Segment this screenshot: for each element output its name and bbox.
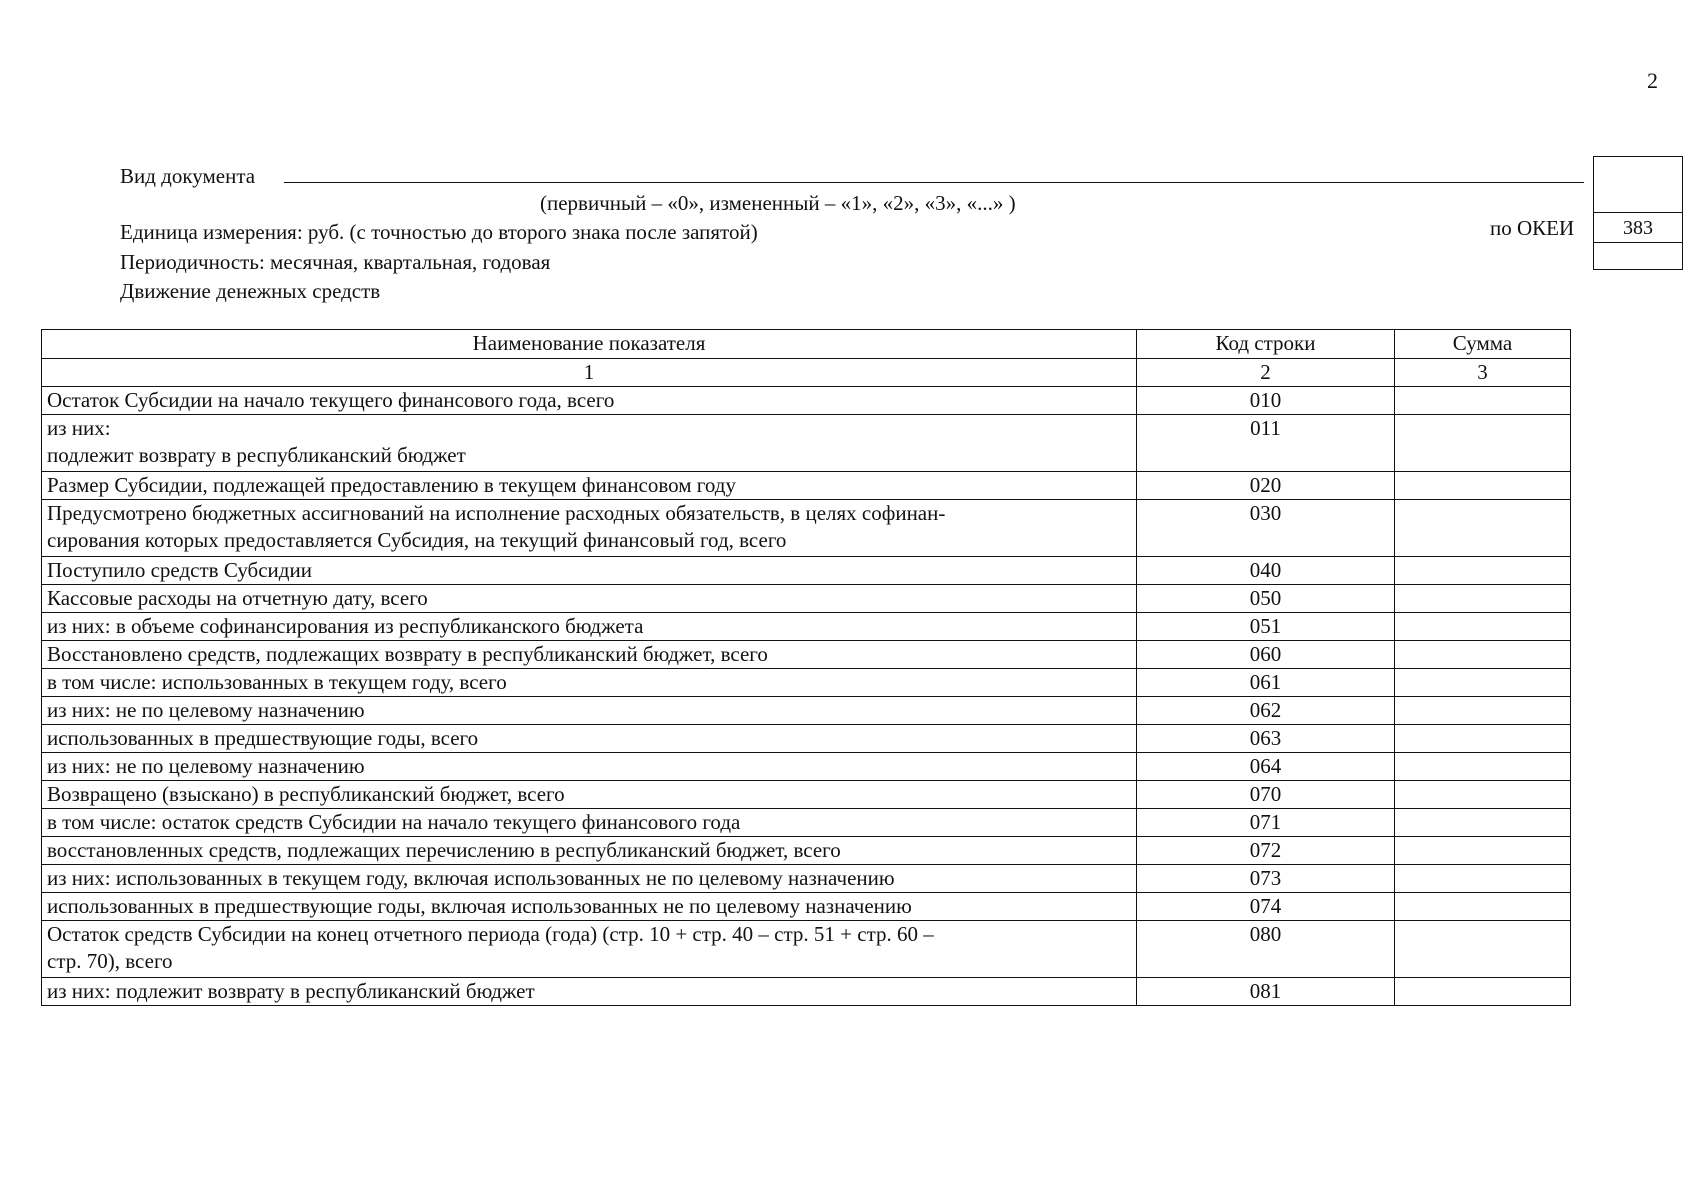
header-row bbox=[42, 330, 1571, 359]
row-code: 074 bbox=[1137, 893, 1395, 921]
periodicity: Периодичность: месячная, квартальная, годовая bbox=[120, 250, 551, 274]
indicator-name: восстановленных средств, подлежащих перечислению в республиканский бюджет, всего bbox=[42, 837, 1137, 865]
doc-type-hint: (первичный – «0», измененный – «1», «2», «3», «...» ) bbox=[540, 191, 1016, 215]
doc-type-label: Вид документа bbox=[120, 164, 256, 188]
doc-type-code-cell[interactable] bbox=[1594, 157, 1682, 213]
column-number: 2 bbox=[1137, 359, 1395, 387]
sum-cell[interactable] bbox=[1395, 725, 1571, 753]
sum-cell[interactable] bbox=[1395, 557, 1571, 585]
indicator-name: Кассовые расходы на отчетную дату, всего bbox=[42, 585, 1137, 613]
sum-cell[interactable] bbox=[1395, 809, 1571, 837]
row-code: 064 bbox=[1137, 753, 1395, 781]
unit-of-measure: Единица измерения: руб. (с точностью до второго знака после запятой) bbox=[120, 220, 758, 244]
row-code: 060 bbox=[1137, 641, 1395, 669]
row-code: 070 bbox=[1137, 781, 1395, 809]
table-row bbox=[42, 725, 1571, 753]
indicator-name: из них: не по целевому назначению bbox=[42, 753, 1137, 781]
indicator-name: в том числе: остаток средств Субсидии на начало текущего финансового года bbox=[42, 809, 1137, 837]
row-code: 062 bbox=[1137, 697, 1395, 725]
table-row bbox=[42, 921, 1571, 978]
indicator-name: использованных в предшествующие годы, всего bbox=[42, 725, 1137, 753]
column-number: 3 bbox=[1395, 359, 1571, 387]
row-code: 073 bbox=[1137, 865, 1395, 893]
table-row bbox=[42, 472, 1571, 500]
sum-cell[interactable] bbox=[1395, 641, 1571, 669]
okei-label: по ОКЕИ bbox=[1490, 216, 1575, 240]
indicator-name: из них: подлежит возврату в республиканский бюджет bbox=[42, 978, 1137, 1006]
indicator-name: из них: использованных в текущем году, включая использованных не по целевому назначению bbox=[42, 865, 1137, 893]
column-number-row bbox=[42, 359, 1571, 387]
table-row bbox=[42, 387, 1571, 415]
table-row bbox=[42, 697, 1571, 725]
sum-cell[interactable] bbox=[1395, 921, 1571, 978]
sum-cell[interactable] bbox=[1395, 387, 1571, 415]
sum-cell[interactable] bbox=[1395, 893, 1571, 921]
sum-cell[interactable] bbox=[1395, 500, 1571, 557]
table-row bbox=[42, 557, 1571, 585]
indicator-name: Восстановлено средств, подлежащих возврату в республиканский бюджет, всего bbox=[42, 641, 1137, 669]
table-row bbox=[42, 781, 1571, 809]
sum-cell[interactable] bbox=[1395, 697, 1571, 725]
indicators-table bbox=[41, 329, 1571, 1006]
indicator-name: в том числе: использованных в текущем году, всего bbox=[42, 669, 1137, 697]
section-title: Движение денежных средств bbox=[120, 279, 381, 303]
column-header-sum: Сумма bbox=[1395, 330, 1571, 359]
indicator-name: использованных в предшествующие годы, включая использованных не по целевому назначению bbox=[42, 893, 1137, 921]
indicator-name: из них: подлежит возврату в республиканский бюджет bbox=[42, 415, 1137, 472]
row-code: 010 bbox=[1137, 387, 1395, 415]
indicator-name: Остаток средств Субсидии на конец отчетного периода (года) (стр. 10 + стр. 40 – стр. 51 + стр. 60 – стр. 70), всего bbox=[42, 921, 1137, 978]
indicator-name: Предусмотрено бюджетных ассигнований на исполнение расходных обязательств, в целях софинан- сирования которых предоставляется Субсидия, на текущий финансовый год, всего bbox=[42, 500, 1137, 557]
table-row bbox=[42, 865, 1571, 893]
table-row bbox=[42, 613, 1571, 641]
sum-cell[interactable] bbox=[1395, 472, 1571, 500]
indicator-name: Остаток Субсидии на начало текущего финансового года, всего bbox=[42, 387, 1137, 415]
row-code: 050 bbox=[1137, 585, 1395, 613]
column-header-name: Наименование показателя bbox=[42, 330, 1137, 359]
table-row bbox=[42, 753, 1571, 781]
empty-code-cell bbox=[1594, 243, 1682, 270]
table-row bbox=[42, 585, 1571, 613]
indicator-name: Возвращено (взыскано) в республиканский бюджет, всего bbox=[42, 781, 1137, 809]
doc-type-field[interactable] bbox=[284, 182, 1584, 183]
row-code: 081 bbox=[1137, 978, 1395, 1006]
table-row bbox=[42, 500, 1571, 557]
row-code: 071 bbox=[1137, 809, 1395, 837]
column-header-code: Код строки bbox=[1137, 330, 1395, 359]
indicator-name: из них: не по целевому назначению bbox=[42, 697, 1137, 725]
page-number: 2 bbox=[1647, 68, 1658, 93]
table-row bbox=[42, 893, 1571, 921]
sum-cell[interactable] bbox=[1395, 978, 1571, 1006]
sum-cell[interactable] bbox=[1395, 865, 1571, 893]
indicator-name: из них: в объеме софинансирования из республиканского бюджета bbox=[42, 613, 1137, 641]
sum-cell[interactable] bbox=[1395, 837, 1571, 865]
sum-cell[interactable] bbox=[1395, 585, 1571, 613]
okei-code-cell: 383 bbox=[1594, 213, 1682, 243]
indicator-name: Размер Субсидии, подлежащей предоставлению в текущем финансовом году bbox=[42, 472, 1137, 500]
row-code: 072 bbox=[1137, 837, 1395, 865]
sum-cell[interactable] bbox=[1395, 613, 1571, 641]
table-row bbox=[42, 978, 1571, 1006]
sum-cell[interactable] bbox=[1395, 753, 1571, 781]
row-code: 011 bbox=[1137, 415, 1395, 472]
sum-cell[interactable] bbox=[1395, 781, 1571, 809]
indicator-name: Поступило средств Субсидии bbox=[42, 557, 1137, 585]
sum-cell[interactable] bbox=[1395, 415, 1571, 472]
table-row bbox=[42, 415, 1571, 472]
table-row bbox=[42, 837, 1571, 865]
row-code: 030 bbox=[1137, 500, 1395, 557]
table-row bbox=[42, 809, 1571, 837]
sum-cell[interactable] bbox=[1395, 669, 1571, 697]
row-code: 061 bbox=[1137, 669, 1395, 697]
row-code: 040 bbox=[1137, 557, 1395, 585]
column-number: 1 bbox=[42, 359, 1137, 387]
row-code: 020 bbox=[1137, 472, 1395, 500]
codes-box bbox=[1593, 156, 1683, 270]
row-code: 080 bbox=[1137, 921, 1395, 978]
row-code: 051 bbox=[1137, 613, 1395, 641]
table-row bbox=[42, 669, 1571, 697]
table-row bbox=[42, 641, 1571, 669]
row-code: 063 bbox=[1137, 725, 1395, 753]
